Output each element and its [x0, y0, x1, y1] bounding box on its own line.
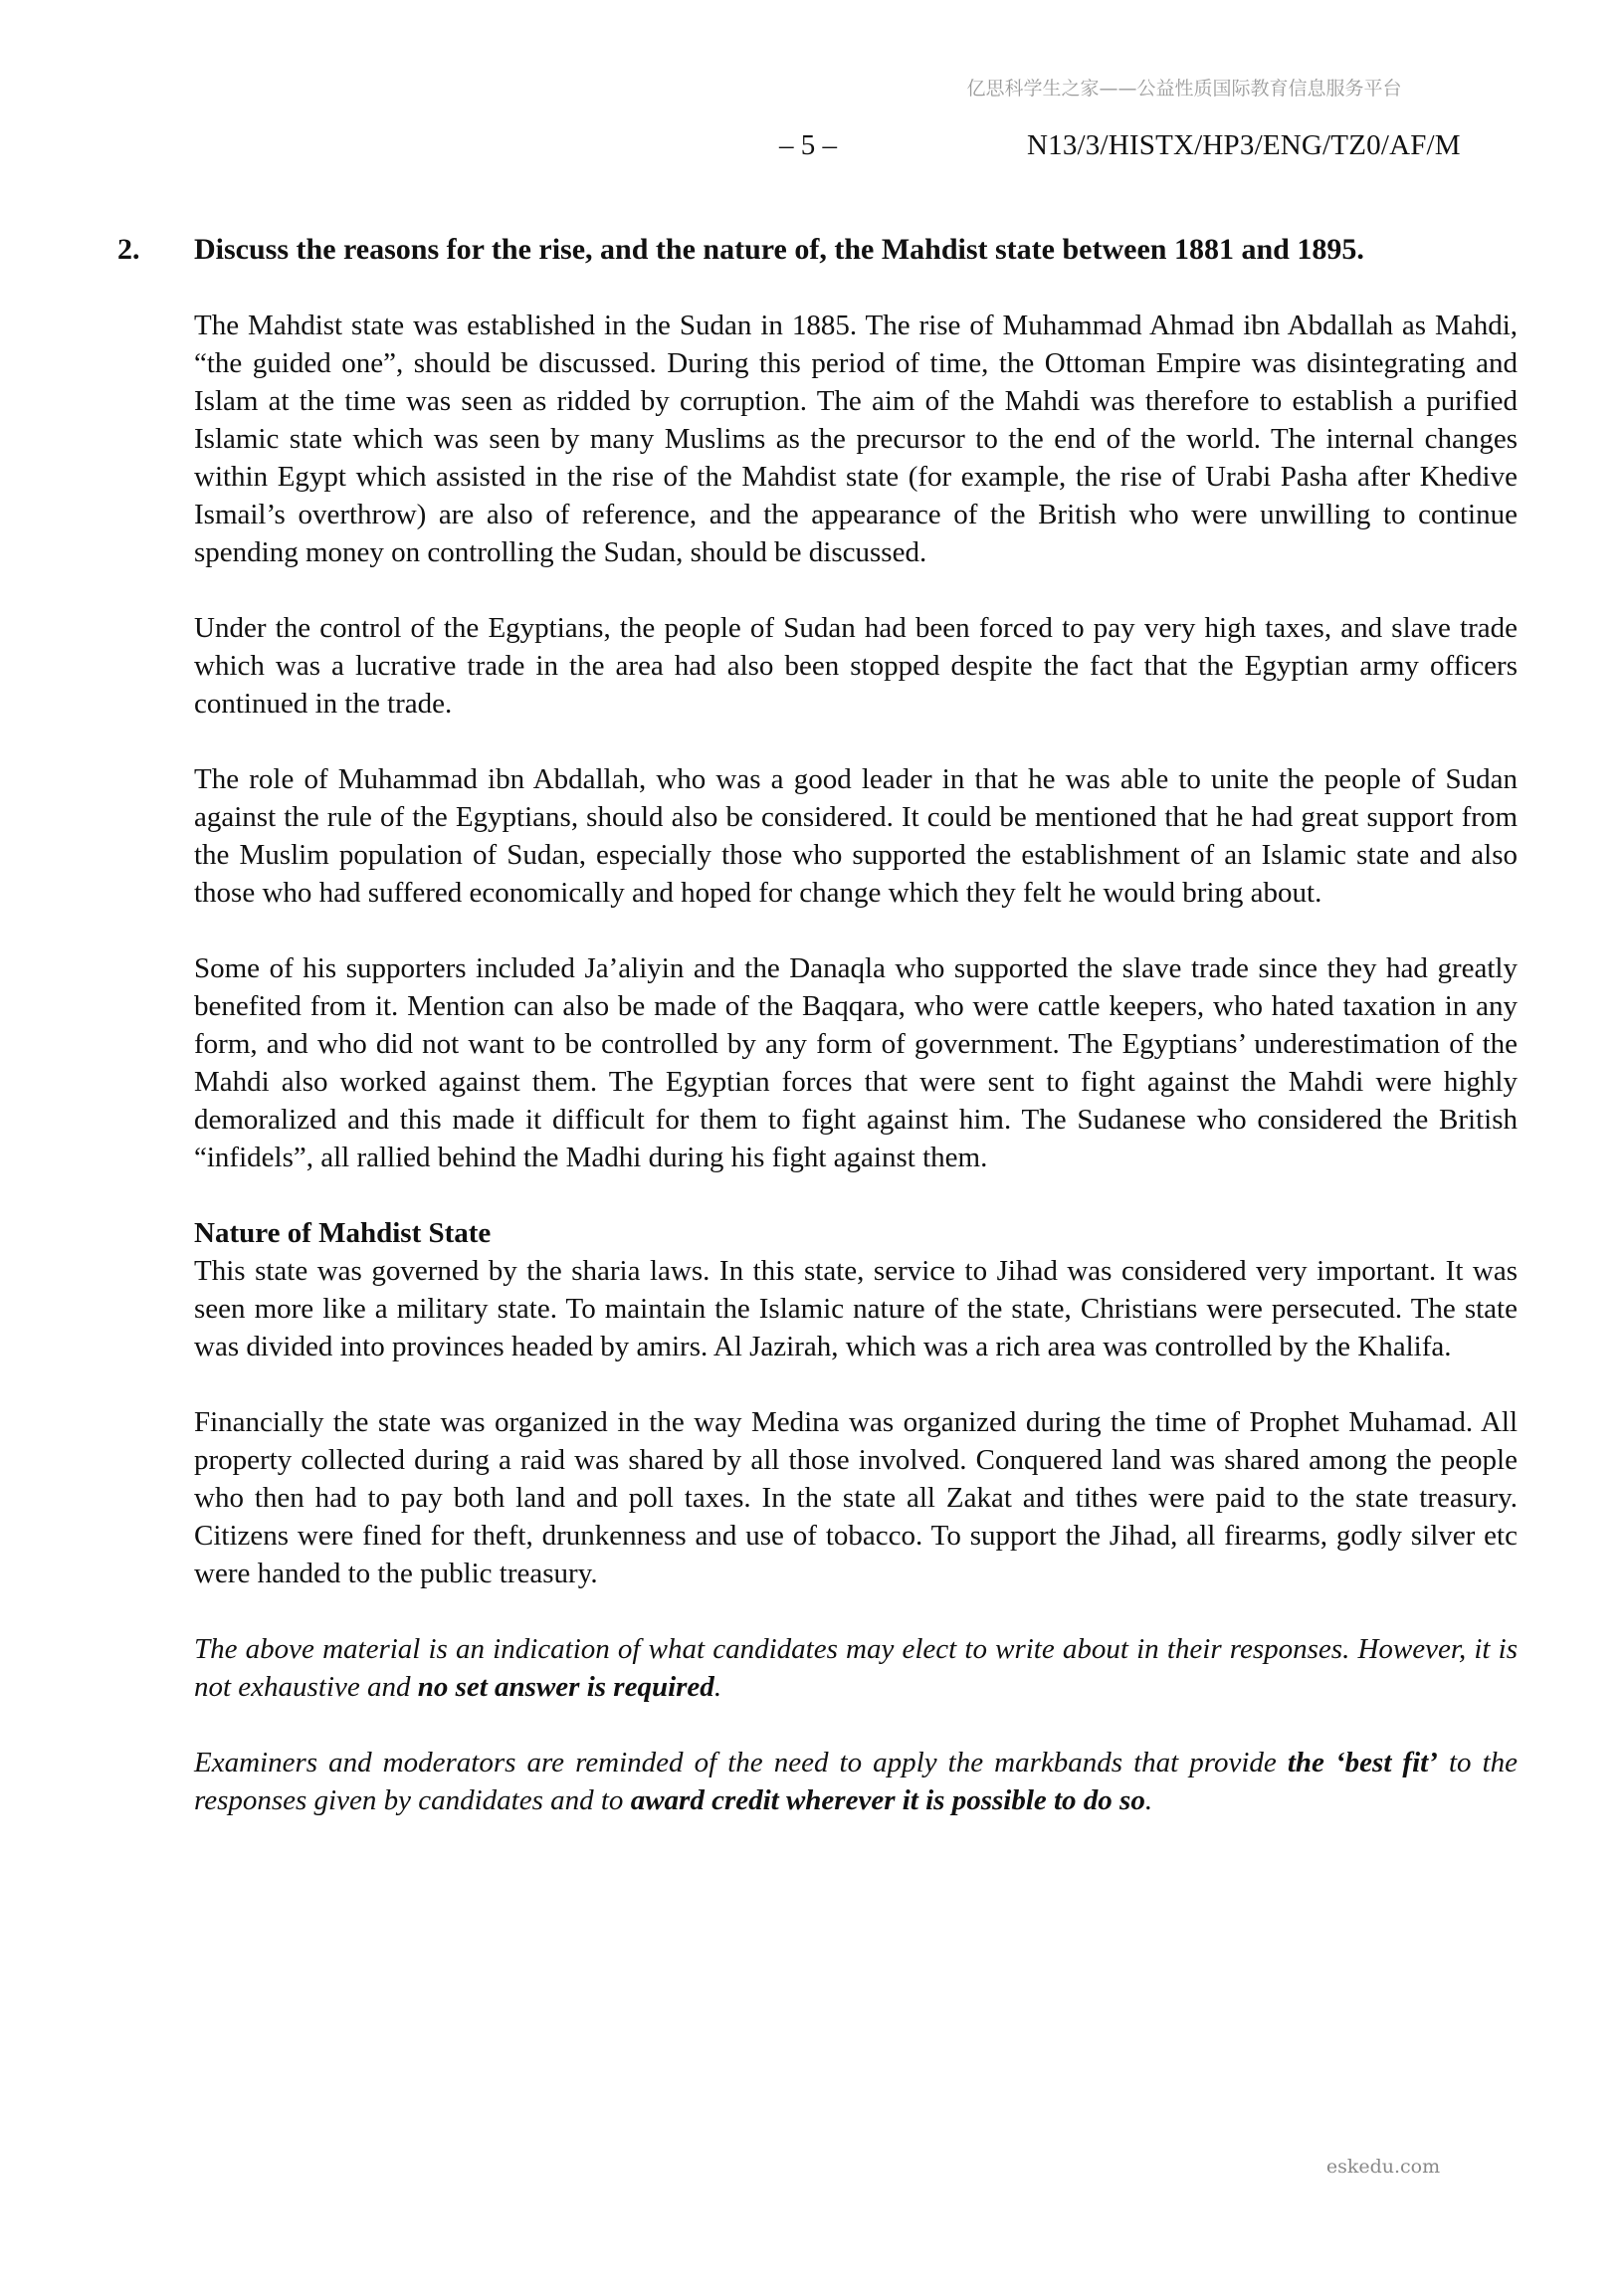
question-number: 2. — [117, 233, 140, 266]
body-paragraph: Under the control of the Egyptians, the people of Sudan had been forced to pay very high taxes, and slave trade which was a lucrative trade in the area had also been stopped despite the fact that the Egyptian army officers continued in the trade. — [194, 612, 1518, 720]
body-paragraph: The Mahdist state was established in the Sudan in 1885. The rise of Muhammad Ahmad ibn Abdallah as Mahdi, “the guided one”, should be discussed. During this period of time, the Ottoman Empire was disintegrating and Islam at the time was seen as ridded by corruption. The aim of the Mahdi was therefore to establish a purified Islamic state which was seen by many Muslims as the precursor to the end of the world. The internal changes within Egypt which assisted in the rise of the Mahdist state (for example, the rise of Urabi Pasha after Khedive Ismail’s overthrow) are also of reference, and the appearance of the British who were unwilling to continue spending money on controlling the Sudan, should be discussed. — [194, 310, 1518, 568]
note-text: . — [713, 1671, 722, 1703]
note-text: to the responses given by candidates and to — [194, 1747, 1518, 1816]
question-text: Discuss the reasons for the rise, and the nature of, the Mahdist state between 1881 and 1895. — [194, 233, 1364, 266]
note-emphasis: the ‘best fit’ — [1287, 1747, 1438, 1778]
footer-site-link[interactable]: eskedu.com — [1325, 2156, 1441, 2178]
examiner-reminder — [194, 1744, 1518, 1819]
watermark-text: 亿思科学生之家——公益性质国际教育信息服务平台 — [966, 78, 1402, 100]
answer-body — [194, 307, 1518, 1819]
examiner-note — [194, 1630, 1518, 1706]
document-reference-code: N13/3/HISTX/HP3/ENG/TZ0/AF/M — [1027, 129, 1461, 161]
body-paragraph: Financially the state was organized in the way Medina was organized during the time of Prophet Muhamad. All property collected during a raid was shared by all those involved. Conquered land was shared among the people who then had to pay both land and poll taxes. In the state all Zakat and tithes were paid to the state treasury. Citizens were fined for theft, drunkenness and use of tobacco. To support the Jihad, all firearms, godly silver etc were handed to the public treasury. — [194, 1406, 1518, 1589]
body-paragraph: Some of his supporters included Ja’aliyin and the Danaqla who supported the slave trade since they had greatly benefited from it. Mention can also be made of the Baqqara, who were cattle keepers, who hated taxation in any form, and who did not want to be controlled by any form of government. The Egyptians’ underestimation of the Mahdi also worked against them. The Egyptian forces that were sent to fight against the Mahdi were highly demoralized and this made it difficult for them to fight against him. The Sudanese who considered the British “infidels”, all rallied behind the Madhi during his fight against them. — [194, 952, 1518, 1173]
note-text: . — [1144, 1784, 1153, 1816]
body-paragraph: This state was governed by the sharia laws. In this state, service to Jihad was considered very important. It was seen more like a military state. To maintain the Islamic nature of the state, Christians were persecuted. The state was divided into provinces headed by amirs. Al Jazirah, which was a rich area was controlled by the Khalifa. — [194, 1255, 1518, 1362]
page-number: – 5 – — [779, 129, 837, 161]
note-text: The above material is an indication of what candidates may elect to write about in their responses. However, it is not exhaustive and — [194, 1633, 1518, 1703]
body-paragraph: The role of Muhammad ibn Abdallah, who was a good leader in that he was able to unite the people of Sudan against the rule of the Egyptians, should also be considered. It could be mentioned that he had great support from the Muslim population of Sudan, especially those who supported the establishment of an Islamic state and also those who had suffered economically and hoped for change which they felt he would bring about. — [194, 763, 1518, 909]
note-text: Examiners and moderators are reminded of the need to apply the markbands that provide — [194, 1747, 1288, 1778]
note-emphasis: award credit wherever it is possible to do so — [630, 1784, 1145, 1816]
section-heading: Nature of Mahdist State — [194, 1217, 492, 1249]
note-emphasis: no set answer is required — [417, 1671, 714, 1703]
